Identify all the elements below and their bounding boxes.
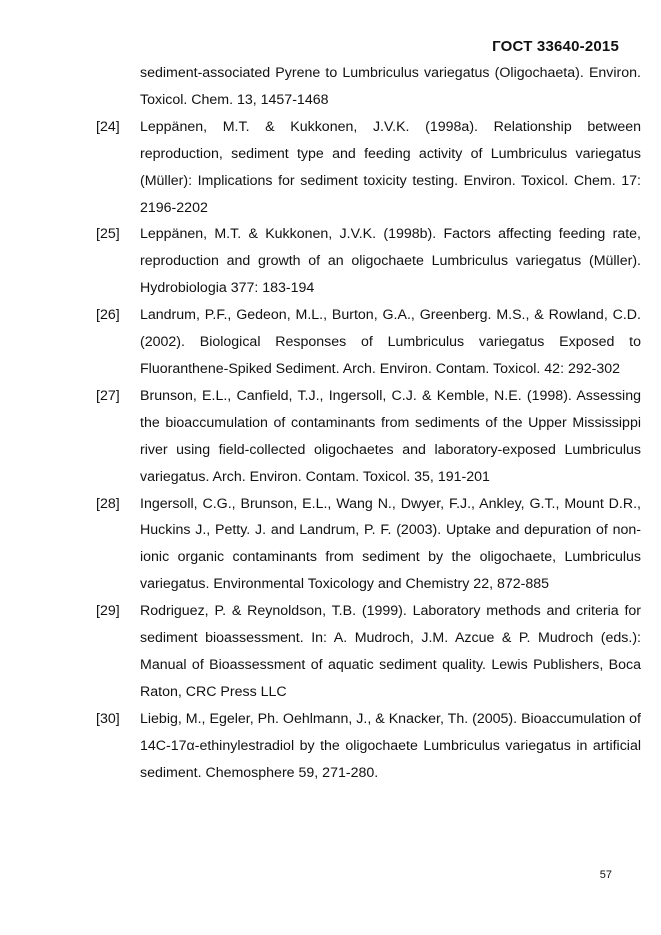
reference-item <box>96 114 641 222</box>
reference-text: Brunson, E.L., Canfield, T.J., Ingersoll, C.J. & Kemble, N.E. (1998). Assessing the bioaccumulation of contaminants from sediments of the Upper Mississippi river using field-collected oligochaetes and laboratory-exposed Lumbriculus variegatus. Arch. Environ. Contam. Toxicol. 35, 191-201 <box>140 387 641 485</box>
reference-item <box>96 598 641 706</box>
reference-text: Leppänen, M.T. & Kukkonen, J.V.K. (1998a). Relationship between reproduction, sediment type and feeding activity of Lumbriculus variegatus (Müller): Implications for sediment toxicity testing. Environ. Toxicol. Chem. 17: 2196-2202 <box>140 118 641 216</box>
page-number: 57 <box>599 869 612 881</box>
reference-item <box>96 221 641 302</box>
reference-text: Ingersoll, C.G., Brunson, E.L., Wang N., Dwyer, F.J., Ankley, G.T., Mount D.R., Huckins J., Petty. J. and Landrum, P. F. (2003). Uptake and depuration of non-ionic organic contaminants from sediment by the oligochaete, Lumbriculus variegatus. Environmental Toxicology and Chemistry 22, 872-885 <box>140 495 641 593</box>
reference-item <box>96 60 641 114</box>
reference-text: Rodriguez, P. & Reynoldson, T.B. (1999). Laboratory methods and criteria for sediment bioassessment. In: A. Mudroch, J.M. Azcue & P. Mudroch (eds.): Manual of Bioassessment of aquatic sediment quality. Lewis Publishers, Boca Raton, CRC Press LLC <box>140 603 641 700</box>
document-standard-header: ГОСТ 33640-2015 <box>492 38 619 55</box>
reference-number <box>96 60 140 114</box>
reference-number: [24] <box>96 118 120 135</box>
reference-list <box>96 60 641 786</box>
reference-item <box>96 706 641 787</box>
reference-item <box>96 302 641 383</box>
reference-text: Leppänen, M.T. & Kukkonen, J.V.K. (1998b). Factors affecting feeding rate, reproduction and growth of an oligochaete Lumbriculus variegatus (Müller). Hydrobiologia 377: 183-194 <box>140 226 641 297</box>
reference-number: [28] <box>96 495 120 512</box>
reference-number: [30] <box>96 710 120 727</box>
reference-item <box>96 491 641 599</box>
reference-item <box>96 383 641 491</box>
reference-number: [27] <box>96 387 120 404</box>
reference-number: [25] <box>96 226 120 243</box>
reference-text: Landrum, P.F., Gedeon, M.L., Burton, G.A., Greenberg. M.S., & Rowland, C.D. (2002). Biological Responses of Lumbriculus variegatus Exposed to Fluoranthene-Spiked Sediment. Arch. Environ. Contam. Toxicol. 42: 292-302 <box>140 307 641 377</box>
reference-number: [26] <box>96 307 120 324</box>
reference-text: sediment-associated Pyrene to Lumbriculus variegatus (Oligochaeta). Environ. Toxicol. Chem. 13, 1457-1468 <box>140 65 641 108</box>
reference-text: Liebig, M., Egeler, Ph. Oehlmann, J., & Knacker, Th. (2005). Bioaccumulation of 14C-17α-ethinylestradiol by the oligochaete Lumbriculus variegatus in artificial sediment. Chemosphere 59, 271-280. <box>140 710 641 781</box>
reference-number: [29] <box>96 603 120 620</box>
